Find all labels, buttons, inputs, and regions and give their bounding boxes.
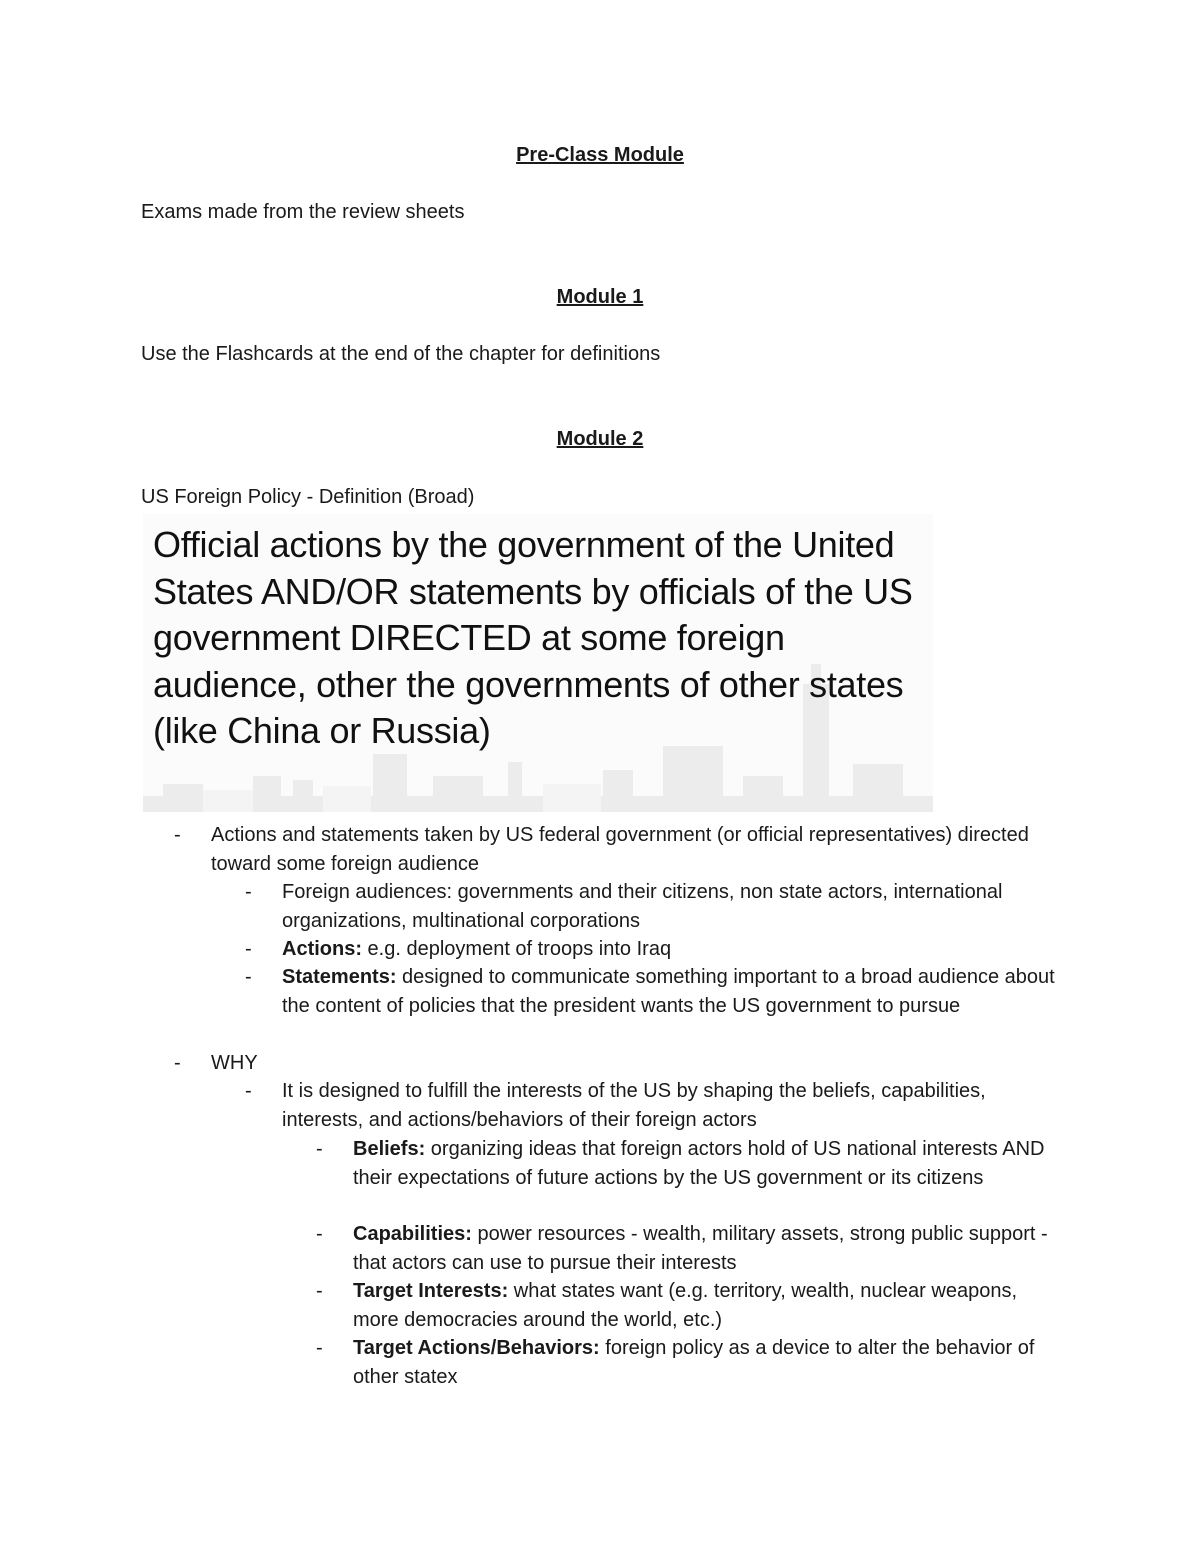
paragraph-definition-label: US Foreign Policy - Definition (Broad)	[141, 486, 475, 508]
bullet-dash: -	[245, 881, 252, 903]
slide-definition-text: Official actions by the government of the United States AND/OR statements by officials of the US government DIRECTED at some foreign audience, other the governments of other states (like China or Russia)	[153, 524, 913, 751]
heading-module-2: Module 2	[556, 428, 644, 450]
bullet-dash: -	[316, 1337, 323, 1359]
outline-text: It is designed to fulfill the interests of the US by shaping the beliefs, capabilities, interests, and actions/behaviors of their foreign actors	[282, 1080, 986, 1131]
bullet-dash: -	[245, 1080, 252, 1102]
outline-term: Target Actions/Behaviors:	[353, 1337, 600, 1359]
outline-item-interests-of-us	[245, 1077, 1072, 1134]
outline-item-actions	[245, 935, 1072, 964]
outline-item-capabilities	[316, 1220, 1063, 1277]
bullet-dash: -	[316, 1280, 323, 1302]
outline-item-actions-statements	[174, 821, 1071, 878]
outline-text: power resources - wealth, military assets, strong public support - that actors can use to pursue their interests	[353, 1223, 1048, 1274]
outline-term: Statements:	[282, 966, 397, 988]
outline-term: Beliefs:	[353, 1138, 426, 1160]
outline-text: designed to communicate something important to a broad audience about the content of policies that the president wants the US government to pursue	[282, 966, 1055, 1017]
heading-module-1: Module 1	[556, 286, 644, 308]
outline-item-why	[174, 1049, 1071, 1078]
bullet-dash: -	[174, 1052, 181, 1074]
outline-text: what states want (e.g. territory, wealth, nuclear weapons, more democracies around the world, etc.)	[353, 1280, 1017, 1331]
bullet-dash: -	[316, 1223, 323, 1245]
outline-text: e.g. deployment of troops into Iraq	[362, 938, 672, 960]
outline-term: Target Interests:	[353, 1280, 509, 1302]
bullet-dash: -	[316, 1138, 323, 1160]
outline-item-foreign-audiences	[245, 878, 1072, 935]
paragraph-exams: Exams made from the review sheets	[141, 201, 465, 223]
outline-text: organizing ideas that foreign actors hold of US national interests AND their expectations of future actions by the US government or its citizens	[353, 1138, 1045, 1189]
definition-slide-image	[143, 514, 933, 812]
heading-pre-class-module: Pre-Class Module	[516, 144, 684, 166]
outline-item-target-actions	[316, 1334, 1063, 1391]
outline-term: Actions:	[282, 938, 362, 960]
outline-item-statements	[245, 963, 1072, 1020]
outline-term: Capabilities:	[353, 1223, 472, 1245]
outline-text: Actions and statements taken by US federal government (or official representatives) directed toward some foreign audience	[211, 824, 1029, 875]
outline-item-target-interests	[316, 1277, 1063, 1334]
outline-text: foreign policy as a device to alter the behavior of other statex	[353, 1337, 1035, 1388]
outline-item-beliefs	[316, 1135, 1063, 1192]
outline-text: Foreign audiences: governments and their citizens, non state actors, international organizations, multinational corporations	[282, 881, 1003, 932]
bullet-dash: -	[245, 966, 252, 988]
outline-text: WHY	[211, 1052, 258, 1074]
bullet-dash: -	[245, 938, 252, 960]
paragraph-flashcards: Use the Flashcards at the end of the chapter for definitions	[141, 343, 661, 365]
bullet-dash: -	[174, 824, 181, 846]
